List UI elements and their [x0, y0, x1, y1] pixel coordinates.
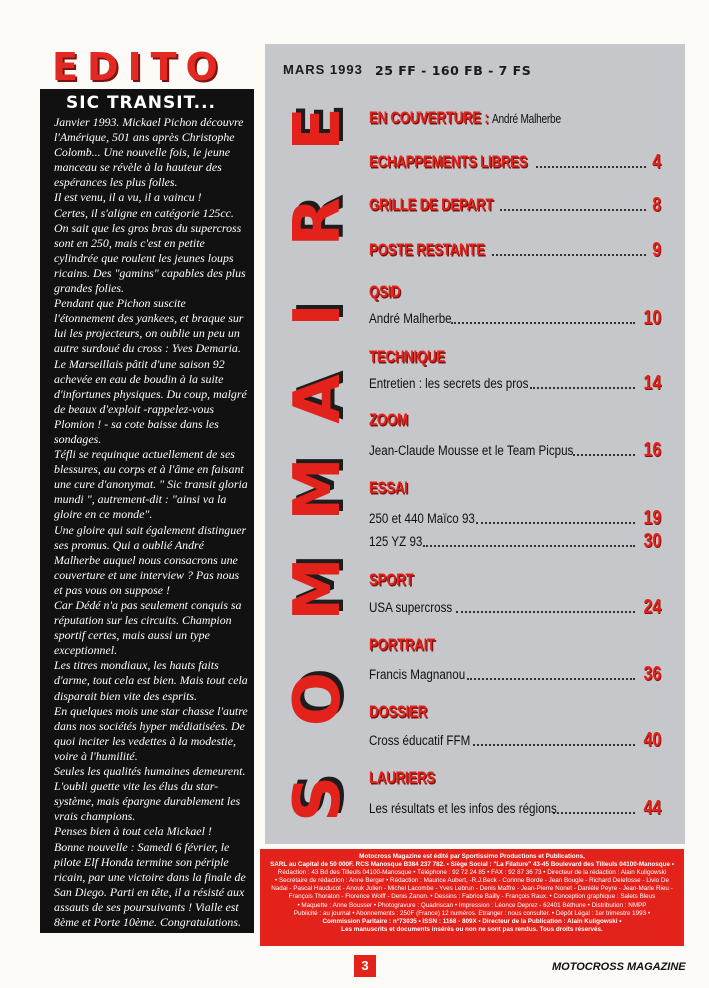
section-title: QSID [369, 282, 401, 301]
toc-line[interactable] [369, 440, 661, 460]
toc-item-text: Francis Magnanou [369, 667, 466, 682]
section-grille[interactable] [369, 195, 661, 215]
edito-paragraph: Téfli se requinque actuellement de ses blessures, au corps et à l'âme en faisant une cure d'anonymat. " Sic transit gloria mundi ", autrement-dit : "ainsi va la gloire en ce monde". [54, 447, 248, 522]
edito-paragraph: Pendant que Pichon suscite l'étonnement des yankees, et braque sur lui les projecteurs, on oublie un peu un autre surdoué du cross : Yves Demaria. Le Marseillais pâtit d'une saison 92 achevée en eau de boudin à la suite d'infortunes physiques. Du coup, malgré de beaux d'exploit -rappelez-vous Plomion ! - sa cote baisse dans les sondages. [54, 296, 247, 446]
dot-leader [473, 744, 635, 746]
section-portrait[interactable] [369, 635, 453, 655]
edito-paragraph: Une gloire qui sait également distinguer ses promus. Qui a oublié André Malherbe auquel nous consacrons une couverture et une interview ? Pas nous et pas vous on suppose ! [54, 522, 247, 597]
dot-leader [553, 812, 634, 814]
sommaire-letter: E [281, 107, 355, 151]
section-essai[interactable] [369, 478, 419, 498]
toc-item-text: Cross éducatif FFM [369, 733, 471, 748]
sommaire-vertical-title [270, 92, 366, 832]
credits-line: • Secrétaire de rédaction : Anne Berger • Rédaction : Maurice Aubert, -R.J.Beck - Corinne Borde - Jean Bougle - Richard Delefosse - Livio De Nadai - Pascal Hauducot - Anouk Julien - Michel Lacombe - Yves Lebrun - Denis Maffre - Jean-Pierre Nonet - Danièle Peyre - Jean-Marie Rieu - François Thoraton - Florence Wolff - Denis Zanon. • Dessins : Fabrice Bailly - François Raux. • Conception graphique : Salets Bleus [271, 877, 673, 901]
edito-paragraph: Car Dédé n'a pas seulement conquis sa réputation sur les circuits. Champion sportif certes, mais aussi un type exceptionnel. [54, 598, 242, 658]
dot-leader [492, 254, 646, 256]
section-lauriers[interactable] [369, 768, 454, 788]
sommaire-letter: S [281, 775, 355, 823]
page-number: 4 [652, 151, 661, 173]
sommaire-letter: I [281, 303, 355, 327]
toc-line[interactable] [369, 730, 661, 750]
sommaire-letter: R [281, 197, 355, 247]
sommaire-letter: M [281, 557, 355, 621]
toc-line[interactable] [369, 308, 661, 328]
dot-leader [573, 454, 635, 456]
sommaire-letter: M [281, 457, 355, 521]
credits-line: Rédaction : 43 Bd des Tilleuls 04100-Manosque • Téléphone : 92 72 24 85 • FAX : 92 87 36 73 • Directeur de la rédaction : Alain Kuligowski [277, 869, 667, 877]
page-number: 8 [652, 194, 661, 216]
edito-paragraph: Janvier 1993. Mickael Pichon découvre l'Amérique, 501 ans après Christophe Colomb... Une nouvelle fois, le jeune manceau se révèle à la hauteur des espérances les plus folles. [54, 115, 244, 190]
page-number: 36 [643, 663, 661, 685]
dot-leader [536, 166, 646, 168]
issue-price: 25 FF - 160 FB - 7 FS [375, 63, 532, 78]
page-number: 16 [643, 439, 661, 461]
toc-item-text: Entretien : les secrets des pros [369, 376, 529, 391]
sommaire-letter: O [281, 671, 355, 727]
edito-paragraph: En quelques mois une star chasse l'autre dans nos sociétés hyper médiatisées. De quoi inciter les vedettes à la modestie, voire à l'humilité. [54, 703, 248, 763]
section-qsid[interactable] [369, 282, 409, 302]
toc-line[interactable] [369, 508, 661, 528]
toc-item-text: USA supercross [369, 600, 453, 615]
toc-line[interactable] [369, 798, 661, 818]
toc-line[interactable] [369, 597, 661, 617]
section-echappements[interactable] [369, 152, 661, 172]
page-number: 9 [652, 239, 661, 261]
toc-item-text: 125 YZ 93 [369, 534, 423, 549]
page-number: 44 [643, 797, 661, 819]
credits-line: Publicité : au journal • Abonnements : 250F (France) 12 numéros. Etranger : nous consulter. • Dépôt Légal : 1er trimestre 1993 • [293, 909, 651, 917]
edito-title: EDITO [52, 45, 227, 89]
toc-line[interactable] [369, 373, 661, 393]
section-poste[interactable] [369, 240, 661, 260]
toc-item-text: Les résultats et les infos des régions [369, 801, 557, 816]
toc-line[interactable] [369, 664, 661, 684]
dot-leader [451, 322, 635, 324]
edito-paragraph: Seules les qualités humaines demeurent. L'oubli guette vite les élus du star-système, mais épargne durablement les vrais champions. [54, 764, 246, 824]
section-title: POSTE RESTANTE [369, 240, 485, 259]
sommaire-letter: A [281, 374, 355, 424]
dot-leader [476, 522, 635, 524]
toc-item-text: Jean-Claude Mousse et le Team Picpus [369, 443, 574, 458]
page-number: 10 [643, 307, 661, 329]
edito-paragraph: Bonne nouvelle : Samedi 6 février, le pilote Elf Honda termine son périple ricain, par une victoire dans la finale de San Diego. Parti en tête, il a résisté aux assauts de ses poursuivants ! Vialle est 8ème et Porte 10ème. Congratulations. [54, 839, 246, 929]
section-title: LAURIERS [369, 768, 435, 787]
page-number: 14 [643, 372, 661, 394]
credits-line: • Maquette : Anne Bousser • Photogravure : Quadriscan • Impression : Léonce Deprez - 62401 Béthune • Distribution : NMPP [297, 901, 647, 909]
section-title: PORTRAIT [369, 635, 435, 654]
section-zoom[interactable] [369, 410, 419, 430]
section-technique[interactable] [369, 347, 466, 367]
section-subtitle: André Malherbe [491, 111, 561, 126]
credits-line: Motocross Magazine est édité par Sportissimo Productions et Publications, [359, 853, 585, 860]
toc-line[interactable] [369, 531, 661, 551]
magazine-name: MOTOCROSS MAGAZINE [552, 961, 686, 973]
page-number-badge: 3 [354, 955, 376, 977]
edito-paragraph: Certes, il s'aligne en catégorie 125cc. On sait que les gros bras du supercross sont en 250, mais c'est en petite cylindrée que roulent les jeunes loups ricains. Des "gamins" capables des plus grandes folies. [54, 205, 246, 296]
dot-leader [423, 545, 635, 547]
edito-text [54, 115, 248, 930]
section-couverture[interactable] [369, 108, 615, 129]
section-title: EN COUVERTURE : [369, 108, 489, 127]
section-title: DOSSIER [369, 702, 428, 721]
credits-line: Commission Paritaire : n°73035 • ISSN : 1168 - 809X • Directeur de la Publication : Alain Kuligowski • [322, 917, 622, 925]
edito-paragraph: Penses bien à tout cela Mickael ! [54, 824, 212, 839]
edito-column [40, 89, 254, 933]
section-title: ECHAPPEMENTS LIBRES [369, 152, 528, 171]
dot-leader [456, 611, 635, 613]
section-title: ZOOM [369, 410, 408, 429]
credits-line: SARL au Capital de 50 000F. RCS Manosque B384 237 782. • Siège Social : "La Filature" 43-45 Boulevard des Tilleuls 04100-Manosque • [270, 861, 674, 869]
section-title: ESSAI [369, 478, 408, 497]
dot-leader [467, 678, 635, 680]
section-title: SPORT [369, 570, 414, 589]
toc-item-text: André Malherbe [369, 311, 452, 326]
edito-heading: SIC TRANSIT... [66, 93, 216, 113]
page-number: 40 [643, 729, 661, 751]
issue-date: MARS 1993 [283, 62, 363, 77]
page-number: 19 [643, 507, 661, 529]
credits-line: Les manuscrits et documents insérés ou non ne sont pas rendus. Tous droits réservés. [341, 925, 603, 933]
page-number: 24 [643, 596, 661, 618]
dot-leader [500, 209, 646, 211]
toc-item-text: 250 et 440 Maïco 93 [369, 511, 475, 526]
section-dossier[interactable] [369, 702, 443, 722]
edito-paragraph: Il est venu, il a vu, il a vaincu ! [54, 190, 202, 205]
edito-paragraph: Les titres mondiaux, les hauts faits d'arme, tout cela est bien. Mais tout cela disparait bien vite des esprits. [54, 658, 248, 703]
credits-box [260, 849, 684, 946]
page-number: 30 [643, 530, 661, 552]
section-sport[interactable] [369, 570, 426, 590]
section-title: GRILLE DE DEPART [369, 195, 494, 214]
dot-leader [530, 387, 634, 389]
section-title: TECHNIQUE [369, 347, 445, 366]
